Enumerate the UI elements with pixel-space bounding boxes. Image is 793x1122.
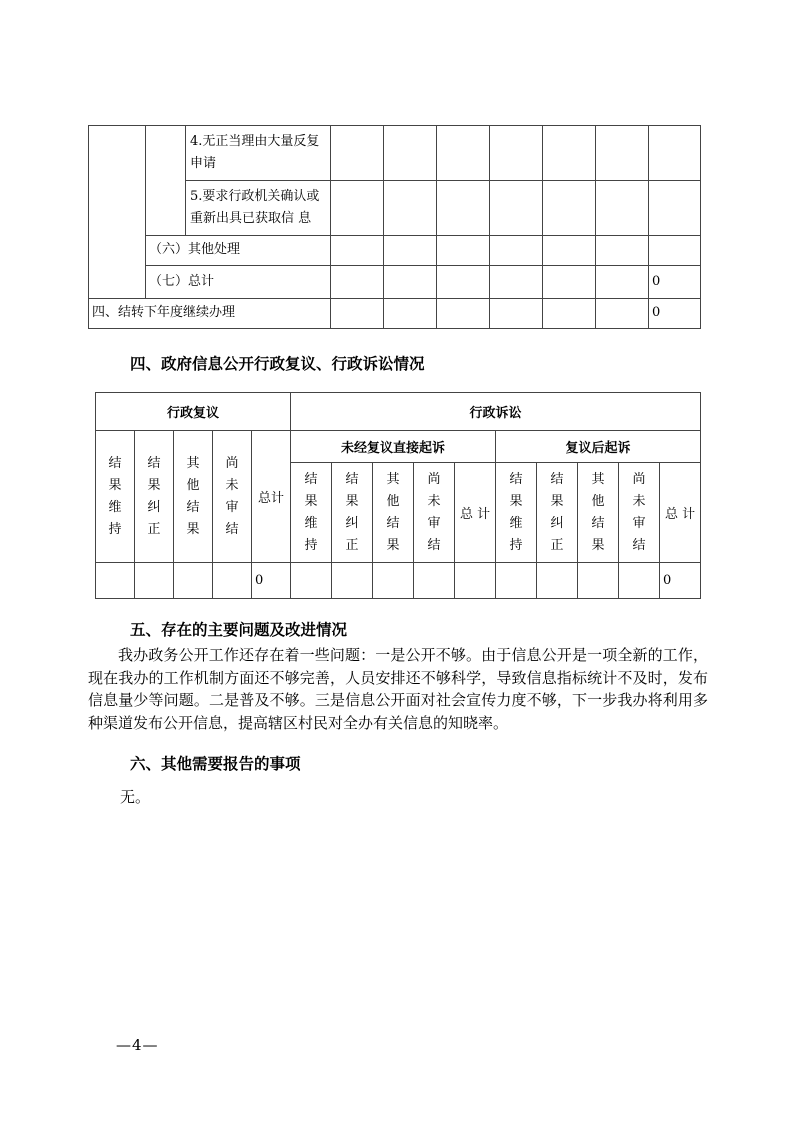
table-cell <box>437 236 490 266</box>
table-cell <box>596 126 649 181</box>
table-cell <box>543 266 596 299</box>
column-header-label: 结果纠正 <box>345 471 359 553</box>
table-row <box>89 126 701 181</box>
table-row <box>96 431 701 463</box>
table-cell <box>619 563 660 599</box>
table-cell <box>537 563 578 599</box>
table-cell <box>331 236 384 266</box>
table-cell <box>384 236 437 266</box>
column-header-label: 结果维持 <box>108 455 122 537</box>
column-group-litigation: 行政诉讼 <box>291 393 701 431</box>
column-header-label: 其他结果 <box>186 455 200 537</box>
table-cell <box>135 563 174 599</box>
column-header <box>414 463 455 563</box>
table-cell <box>174 563 213 599</box>
column-header <box>537 463 578 563</box>
table-row <box>89 236 701 266</box>
table-cell <box>384 181 437 236</box>
table-cell <box>437 126 490 181</box>
column-header <box>496 463 537 563</box>
table-cell <box>596 181 649 236</box>
table-cell <box>331 299 384 329</box>
value-cell-review-total: 0 <box>252 563 291 599</box>
table-cell <box>437 181 490 236</box>
table-cell <box>213 563 252 599</box>
table-cell <box>596 236 649 266</box>
table-cell <box>384 299 437 329</box>
table-cell <box>384 266 437 299</box>
table-row <box>89 266 701 299</box>
table-row <box>96 393 701 431</box>
table-cell <box>373 563 414 599</box>
column-header-total: 总 计 <box>660 463 701 563</box>
page-number: —4— <box>116 1036 159 1054</box>
table-row <box>89 299 701 329</box>
table-cell <box>578 563 619 599</box>
row-label: （七）总计 <box>146 266 331 299</box>
column-header-label: 尚未审结 <box>632 471 646 553</box>
table-cell <box>543 181 596 236</box>
table-cell <box>490 236 543 266</box>
table-cell <box>649 126 701 181</box>
problems-paragraph: 我办政务公开工作还存在着一些问题：一是公开不够。由于信息公开是一项全新的工作，现在我办的工作机制方面还不够完善，人员安排还不够科学，导致信息指标统计不及时，发布信息量少等问题。二是普及不够。三是信息公开面对社会宣传力度不够，下一步我办将利用多种渠道发布公开信息，提高辖区村民对全办有关信息的知晓率。 <box>88 646 708 732</box>
column-header-label: 结果纠正 <box>550 471 564 553</box>
table-cell <box>649 181 701 236</box>
column-group-review: 行政复议 <box>96 393 291 431</box>
table-cell <box>596 299 649 329</box>
row-label: （六）其他处理 <box>146 236 331 266</box>
column-header <box>373 463 414 563</box>
column-header <box>619 463 660 563</box>
table-cell <box>543 299 596 329</box>
table-cell <box>332 563 373 599</box>
column-group-direct-litigation: 未经复议直接起诉 <box>291 431 496 463</box>
column-header-label: 结果维持 <box>509 471 523 553</box>
column-header-label: 结果维持 <box>304 471 318 553</box>
value-cell-post-review-total: 0 <box>660 563 701 599</box>
table-cell <box>437 299 490 329</box>
carryover-table <box>88 125 701 329</box>
column-header-label: 其他结果 <box>386 471 400 553</box>
column-header <box>291 463 332 563</box>
table-cell <box>291 563 332 599</box>
column-header <box>578 463 619 563</box>
table-cell <box>384 126 437 181</box>
table-cell <box>414 563 455 599</box>
section-heading-review-litigation: 四、政府信息公开行政复议、行政诉讼情况 <box>130 354 425 373</box>
table-cell <box>331 181 384 236</box>
column-header-label: 其他结果 <box>591 471 605 553</box>
column-header-total: 总 计 <box>455 463 496 563</box>
review-litigation-table <box>95 392 701 599</box>
column-header <box>213 431 252 563</box>
row-label: 4.无正当理由大量反复申请 <box>186 126 331 181</box>
row-label: 5.要求行政机关确认或重新出具已获取信 息 <box>186 181 331 236</box>
table-cell <box>96 563 135 599</box>
table-cell <box>596 266 649 299</box>
column-header <box>135 431 174 563</box>
column-header-total: 总计 <box>252 431 291 563</box>
value-cell: 0 <box>649 299 701 329</box>
row-label: 四、结转下年度继续办理 <box>89 299 331 329</box>
column-header <box>332 463 373 563</box>
table-cell <box>490 266 543 299</box>
table-cell <box>649 236 701 266</box>
section-heading-other-matters: 六、其他需要报告的事项 <box>130 754 301 773</box>
other-matters-content: 无。 <box>120 788 151 806</box>
table-cell <box>543 126 596 181</box>
section-heading-problems: 五、存在的主要问题及改进情况 <box>130 620 348 639</box>
table-cell <box>455 563 496 599</box>
column-header <box>96 431 135 563</box>
table-cell <box>89 126 146 299</box>
table-cell <box>146 126 186 236</box>
value-cell: 0 <box>649 266 701 299</box>
table-cell <box>543 236 596 266</box>
table-row <box>96 563 701 599</box>
table-cell <box>496 563 537 599</box>
table-cell <box>490 126 543 181</box>
column-header-label: 尚未审结 <box>427 471 441 553</box>
table-cell <box>331 126 384 181</box>
column-header-label: 结果纠正 <box>147 455 161 537</box>
table-cell <box>490 181 543 236</box>
column-header <box>174 431 213 563</box>
table-cell <box>331 266 384 299</box>
table-cell <box>437 266 490 299</box>
table-cell <box>490 299 543 329</box>
column-group-post-review-litigation: 复议后起诉 <box>496 431 701 463</box>
column-header-label: 尚未审结 <box>225 455 239 537</box>
